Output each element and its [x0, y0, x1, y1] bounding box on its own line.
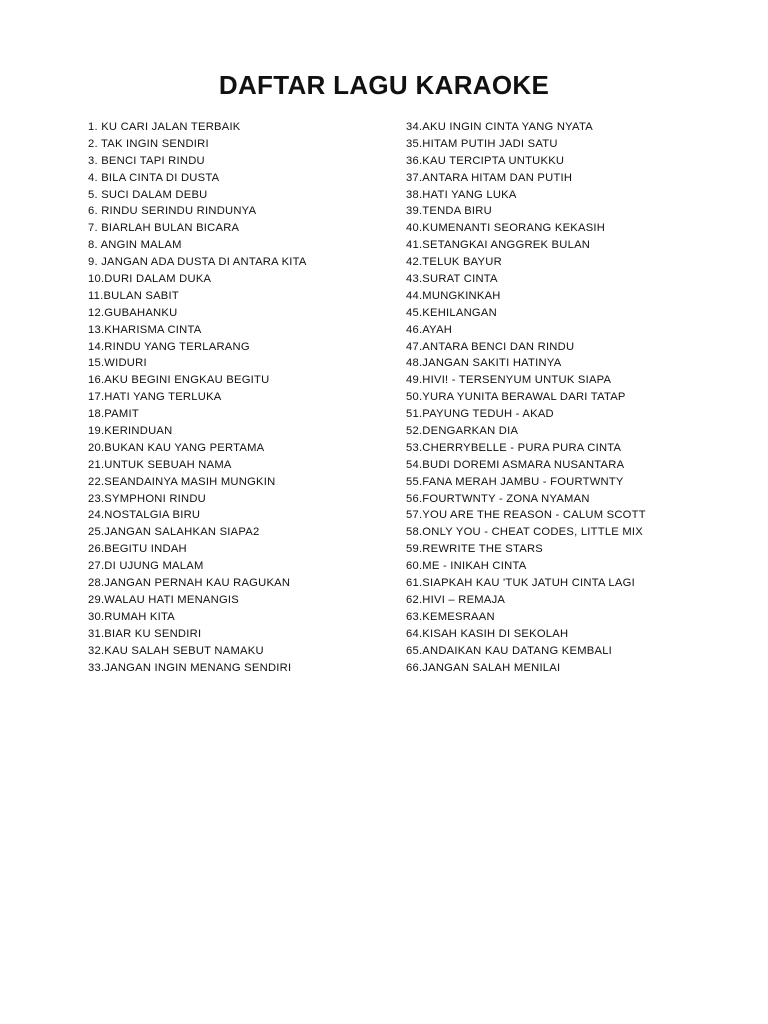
song-list-item: 13.KHARISMA CINTA [88, 323, 202, 336]
song-list-item: 60.ME - INIKAH CINTA [406, 560, 527, 573]
song-list-item: 9. JANGAN ADA DUSTA DI ANTARA KITA [88, 256, 307, 269]
song-list-item: 18.PAMIT [88, 408, 139, 421]
song-list-item: 24.NOSTALGIA BIRU [88, 509, 201, 522]
song-list-item: 7. BIARLAH BULAN BICARA [88, 222, 240, 235]
song-list-item: 32.KAU SALAH SEBUT NAMAKU [88, 644, 264, 657]
song-list-item: 66.JANGAN SALAH MENILAI [406, 661, 561, 674]
song-list-item: 15.WIDURI [88, 357, 147, 370]
song-list-item: 1. KU CARI JALAN TERBAIK [88, 121, 241, 133]
song-list-item: 4. BILA CINTA DI DUSTA [88, 171, 220, 184]
song-list-item: 58.ONLY YOU - CHEAT CODES, LITTLE MIX [406, 526, 643, 539]
song-list-item: 5. SUCI DALAM DEBU [88, 188, 208, 201]
song-list-item: 62.HIVI – REMAJA [406, 593, 506, 606]
song-list-item: 53.CHERRYBELLE - PURA PURA CINTA [406, 441, 622, 454]
song-list-item: 17.HATI YANG TERLUKA [88, 391, 222, 404]
song-list-item: 55.FANA MERAH JAMBU - FOURTWNTY [406, 475, 624, 488]
document-title: DAFTAR LAGU KARAOKE [218, 70, 550, 100]
song-list-item: 28.JANGAN PERNAH KAU RAGUKAN [88, 577, 291, 590]
song-list-item: 12.GUBAHANKU [88, 306, 178, 319]
song-list-item: 10.DURI DALAM DUKA [88, 273, 212, 286]
song-list-item: 3. BENCI TAPI RINDU [88, 154, 205, 167]
song-list-item: 22.SEANDAINYA MASIH MUNGKIN [88, 475, 276, 488]
song-list-item: 36.KAU TERCIPTA UNTUKKU [406, 154, 565, 167]
song-list-item: 6. RINDU SERINDU RINDUNYA [88, 205, 257, 218]
song-list-item: 44.MUNGKINKAH [406, 289, 501, 302]
song-list-item: 23.SYMPHONI RINDU [88, 492, 207, 505]
song-list-item: 61.SIAPKAH KAU 'TUK JATUH CINTA LAGI [406, 577, 635, 590]
song-list-item: 2. TAK INGIN SENDIRI [88, 137, 209, 150]
song-list-item: 14.RINDU YANG TERLARANG [88, 340, 250, 353]
song-list-item: 43.SURAT CINTA [406, 273, 498, 286]
song-list-item: 29.WALAU HATI MENANGIS [88, 593, 239, 606]
song-list-item: 49.HIVI! - TERSENYUM UNTUK SIAPA [406, 374, 612, 387]
song-list-item: 19.KERINDUAN [88, 425, 173, 438]
song-list-item: 26.BEGITU INDAH [88, 543, 187, 556]
song-list-item: 38.HATI YANG LUKA [406, 188, 517, 201]
song-list-item: 46.AYAH [406, 323, 453, 336]
song-list-item: 63.KEMESRAAN [406, 610, 495, 623]
song-list-item: 50.YURA YUNITA BERAWAL DARI TATAP [406, 391, 626, 404]
song-list-item: 30.RUMAH KITA [88, 610, 175, 623]
song-list-item: 25.JANGAN SALAHKAN SIAPA2 [88, 526, 260, 539]
song-list-item: 64.KISAH KASIH DI SEKOLAH [406, 627, 569, 640]
song-list-item: 56.FOURTWNTY - ZONA NYAMAN [406, 492, 590, 505]
song-list-item: 47.ANTARA BENCI DAN RINDU [406, 340, 575, 353]
song-list-item: 52.DENGARKAN DIA [406, 425, 519, 438]
song-list-item: 33.JANGAN INGIN MENANG SENDIRI [88, 661, 292, 674]
song-list-item: 42.TELUK BAYUR [406, 256, 502, 269]
song-list-item: 11.BULAN SABIT [88, 289, 179, 302]
song-list-item: 27.DI UJUNG MALAM [88, 560, 204, 573]
song-list-item: 48.JANGAN SAKITI HATINYA [406, 357, 562, 370]
song-list-item: 20.BUKAN KAU YANG PERTAMA [88, 441, 265, 454]
song-list-item: 40.KUMENANTI SEORANG KEKASIH [406, 222, 606, 235]
song-list-item: 45.KEHILANGAN [406, 306, 497, 319]
song-list-item: 57.YOU ARE THE REASON - CALUM SCOTT [406, 509, 646, 522]
song-list-item: 35.HITAM PUTIH JADI SATU [406, 137, 558, 150]
song-list-item: 41.SETANGKAI ANGGREK BULAN [406, 239, 591, 252]
song-list-item: 31.BIAR KU SENDIRI [88, 627, 202, 640]
song-list-item: 34.AKU INGIN CINTA YANG NYATA [406, 121, 593, 133]
song-list-item: 51.PAYUNG TEDUH - AKAD [406, 408, 554, 421]
song-list-item: 37.ANTARA HITAM DAN PUTIH [406, 171, 573, 184]
song-list-item: 54.BUDI DOREMI ASMARA NUSANTARA [406, 458, 625, 471]
song-list-item: 59.REWRITE THE STARS [406, 543, 543, 556]
song-list-item: 21.UNTUK SEBUAH NAMA [88, 458, 232, 471]
song-list-item: 39.TENDA BIRU [406, 205, 492, 218]
song-list-item: 65.ANDAIKAN KAU DATANG KEMBALI [406, 644, 613, 657]
song-list-item: 8. ANGIN MALAM [88, 239, 182, 252]
song-list-left [88, 119, 388, 676]
song-list-item: 16.AKU BEGINI ENGKAU BEGITU [88, 374, 270, 387]
song-list-right [406, 119, 746, 676]
